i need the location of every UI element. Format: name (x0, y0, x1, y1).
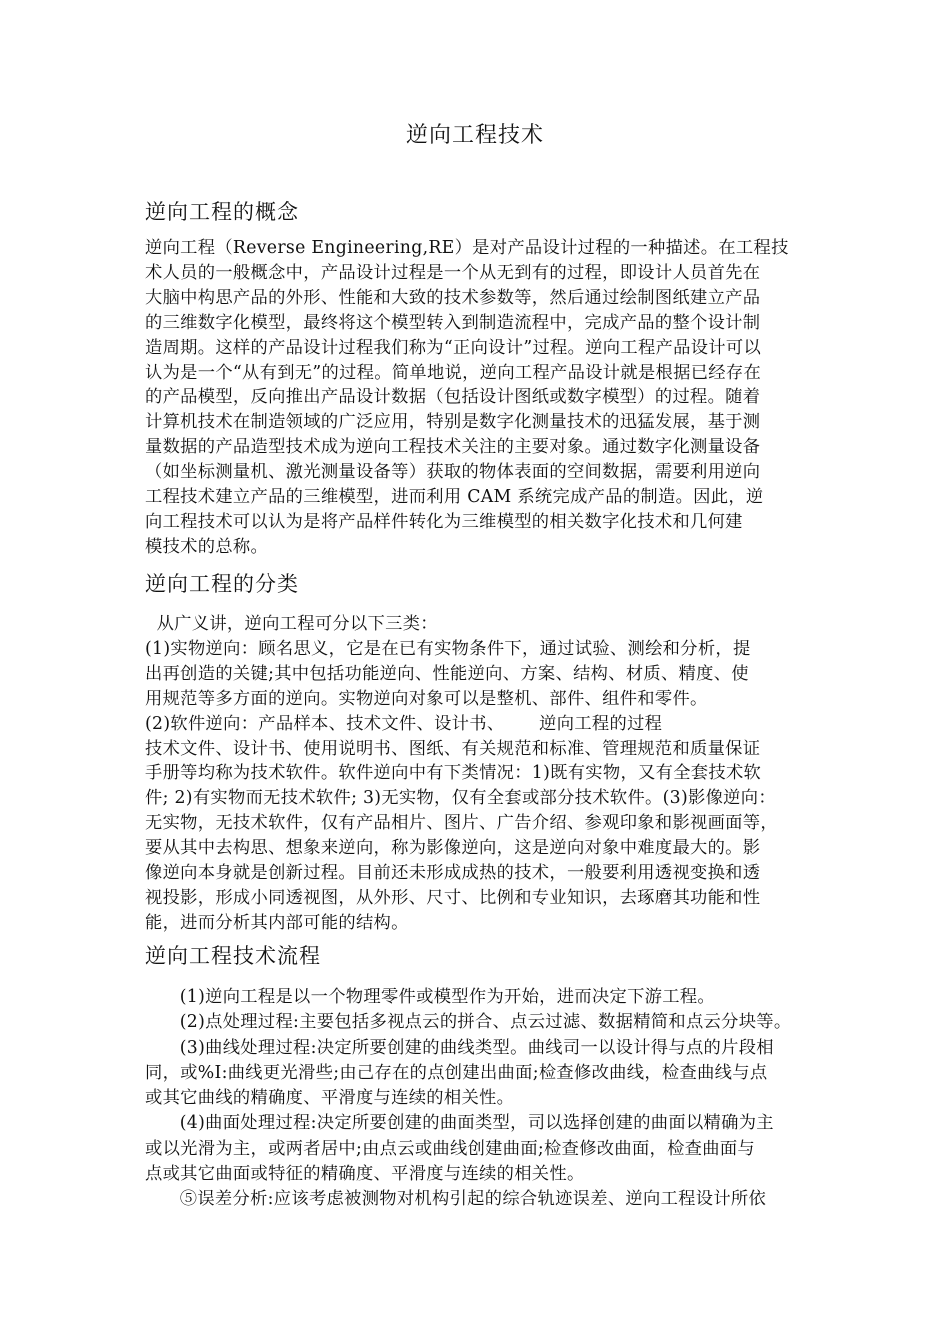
text-line: (2)点处理过程:主要包括多视点云的拼合、点云过滤、数据精简和点云分块等。 (145, 1012, 792, 1033)
text-line: 能，进而分析其内部可能的结构。 (145, 912, 409, 933)
text-line: 大脑中构思产品的外形、性能和大致的技术参数等，然后通过绘制图纸建立产品 (145, 287, 761, 308)
text-line: 同，或%I:曲线更光滑些;由己存在的点创建出曲面;检查修改曲线，检查曲线与点 (145, 1062, 768, 1083)
text-line: 像逆向本身就是创新过程。目前还未形成成热的技术，一般要利用透视变换和透 (145, 863, 761, 884)
text-line: (2)软件逆向：产品样本、技术文件、设计书、 逆向工程的过程 (145, 713, 663, 734)
text-line: 向工程技术可以认为是将产品样件转化为三维模型的相关数字化技术和几何建 (145, 511, 743, 532)
text-line: 计算机技术在制造领域的广泛应用，特别是数字化测量技术的迅猛发展，基于测 (145, 412, 761, 433)
section-heading-classification: 逆向工程的分类 (145, 572, 299, 596)
section-body-concept (145, 236, 809, 560)
text-line: 手册等均称为技术软件。软件逆向中有下类情况：1)既有实物，又有全套技术软 (145, 763, 762, 784)
text-line: 用规范等多方面的逆向。实物逆向对象可以是整机、部件、组件和零件。 (145, 688, 708, 709)
text-line: 要从其中去构思、想象来逆向，称为影像逆向，这是逆向对象中难度最大的。影 (145, 838, 761, 859)
text-line: 点或其它曲面或特征的精确度、平滑度与连续的相关性。 (145, 1164, 585, 1185)
section-body-classification (145, 612, 809, 936)
text-line: 术人员的一般概念中，产品设计过程是一个从无到有的过程，即设计人员首先在 (145, 262, 761, 283)
text-line: 从广义讲，逆向工程可分以下三类： (145, 614, 438, 634)
text-line: 模技术的总称。 (145, 536, 269, 557)
text-line: ⑤误差分析:应该考虑被测物对机构引起的综合轨迹误差、逆向工程设计所依 (145, 1189, 767, 1210)
text-line: 视投影，形成小同透视图，从外形、尺寸、比例和专业知识，去琢磨其功能和性 (145, 887, 761, 908)
text-line: 或其它曲线的精确度、平滑度与连续的相关性。 (145, 1088, 515, 1109)
text-line: 件; 2)有实物而无技术软件; 3)无实物，仅有全套或部分技术软件。(3)影像逆向： (145, 788, 776, 809)
section-body-process (145, 985, 809, 1213)
section-heading-process: 逆向工程技术流程 (145, 944, 321, 968)
text-line: (4)曲面处理过程:决定所要创建的曲面类型，司以选择创建的曲面以精确为主 (145, 1113, 774, 1134)
text-line: (1)实物逆向：顾名思义，它是在已有实物条件下，通过试验、测绘和分析，提 (145, 638, 751, 659)
text-line: 认为是一个“从有到无”的过程。简单地说，逆向工程产品设计就是根据已经存在 (145, 362, 762, 383)
text-line: （如坐标测量机、激光测量设备等）获取的物体表面的空间数据，需要利用逆向 (145, 462, 761, 483)
text-line: 造周期。这样的产品设计过程我们称为“正向设计”过程。逆向工程产品设计可以 (145, 337, 762, 358)
text-line: 出再创造的关键;其中包括功能逆向、性能逆向、方案、结构、材质、精度、使 (145, 663, 749, 684)
text-line: 的三维数字化模型，最终将这个模型转入到制造流程中，完成产品的整个设计制 (145, 312, 761, 333)
text-line: 量数据的产品造型技术成为逆向工程技术关注的主要对象。通过数字化测量设备 (145, 437, 761, 458)
text-line: 或以光滑为主，或两者居中;由点云或曲线创建曲面;检查修改曲面，检查曲面与 (145, 1138, 756, 1159)
text-line: (3)曲线处理过程:决定所要创建的曲线类型。曲线司一以设计得与点的片段相 (145, 1037, 774, 1058)
text-line: 工程技术建立产品的三维模型，进而利用 CAM 系统完成产品的制造。因此，逆 (145, 487, 764, 508)
text-line: 无实物，无技术软件，仅有产品相片、图片、广告介绍、参观印象和影视画面等， (145, 813, 778, 834)
document-title: 逆向工程技术 (405, 123, 544, 148)
text-line: (1)逆向工程是以一个物理零件或模型作为开始，进而决定下游工程。 (145, 987, 715, 1007)
text-line: 技术文件、设计书、使用说明书、图纸、有关规范和标准、管理规范和质量保证 (145, 738, 761, 759)
text-line: 的产品模型，反向推出产品设计数据（包括设计图纸或数字模型）的过程。随着 (145, 387, 761, 408)
section-heading-concept: 逆向工程的概念 (145, 200, 299, 224)
text-line: 逆向工程（Reverse Engineering,RE）是对产品设计过程的一种描述。在工程技 (145, 238, 789, 258)
